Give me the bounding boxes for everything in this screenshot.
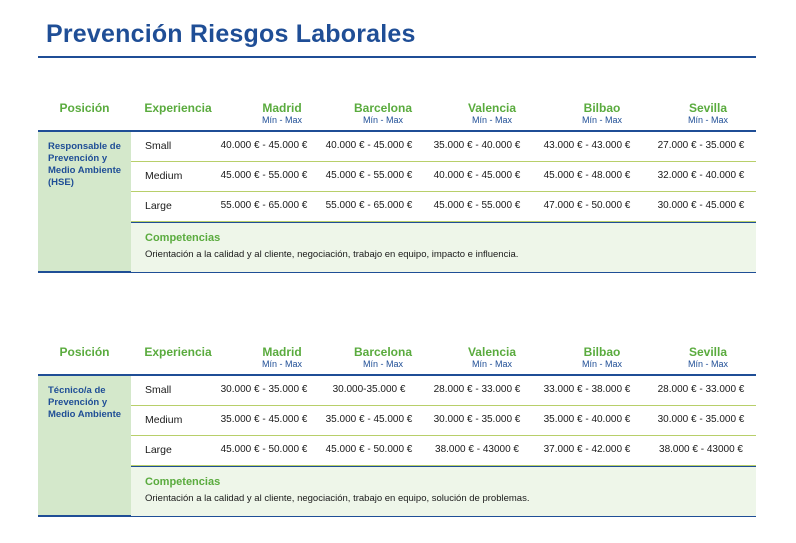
header-city-valencia: [440, 345, 544, 370]
range-label: Mín - Max: [362, 359, 403, 369]
competencias-title: Competencias: [145, 476, 221, 488]
range-label: Mín - Max: [581, 115, 622, 125]
salary-valencia: 40.000 € - 45.000 €: [433, 170, 521, 181]
experience-level: Large: [145, 200, 172, 212]
city-name: Madrid: [262, 101, 302, 115]
salary-barcelona: 30.000-35.000 €: [332, 384, 406, 395]
header-city-madrid: [230, 345, 334, 370]
title-divider: [38, 56, 756, 58]
header-experience: Experiencia: [144, 101, 212, 115]
city-name: Valencia: [467, 101, 517, 115]
city-name: Sevilla: [688, 101, 728, 115]
salary-sevilla: 38.000 € - 43000 €: [659, 444, 743, 455]
position-cell: [38, 376, 131, 515]
salary-madrid: 45.000 € - 50.000 €: [220, 444, 308, 455]
header-city-bilbao: [550, 101, 654, 126]
table-header: [38, 100, 756, 132]
salary-valencia: 35.000 € - 40.000 €: [433, 140, 521, 151]
header-city-barcelona: [331, 345, 435, 370]
city-name: Valencia: [467, 345, 517, 359]
range-label: Mín - Max: [581, 359, 622, 369]
salary-bilbao: 45.000 € - 48.000 €: [543, 170, 631, 181]
salary-valencia: 28.000 € - 33.000 €: [433, 384, 521, 395]
salary-bilbao: 43.000 € - 43.000 €: [543, 140, 631, 151]
city-name: Bilbao: [583, 101, 621, 115]
salary-valencia: 45.000 € - 55.000 €: [433, 200, 521, 211]
range-label: Mín - Max: [471, 115, 512, 125]
table-row: [131, 132, 756, 162]
salary-sevilla: 28.000 € - 33.000 €: [657, 384, 745, 395]
experience-level: Small: [145, 140, 172, 152]
salary-madrid: 45.000 € - 55.000 €: [220, 170, 308, 181]
salary-bilbao: 35.000 € - 40.000 €: [543, 414, 631, 425]
position-label: Responsable de Prevención y Medio Ambiente (HSE): [48, 141, 122, 188]
header-city-bilbao: [550, 345, 654, 370]
range-label: Mín - Max: [261, 359, 302, 369]
city-name: Barcelona: [353, 345, 413, 359]
salary-madrid: 40.000 € - 45.000 €: [220, 140, 308, 151]
competencias-text: Orientación a la calidad y al cliente, negociación, trabajo en equipo, impacto e influencia.: [145, 249, 519, 260]
range-label: Mín - Max: [261, 115, 302, 125]
header-position: Posición: [59, 345, 110, 359]
salary-sevilla: 30.000 € - 45.000 €: [657, 200, 745, 211]
experience-level: Medium: [145, 414, 183, 426]
table-row: [131, 192, 756, 222]
salary-barcelona: 40.000 € - 45.000 €: [325, 140, 413, 151]
salary-table-responsable: [38, 100, 756, 273]
salary-sevilla: 32.000 € - 40.000 €: [657, 170, 745, 181]
range-label: Mín - Max: [687, 115, 728, 125]
table-header: [38, 344, 756, 376]
header-experience: Experiencia: [144, 345, 212, 359]
salary-sevilla: 27.000 € - 35.000 €: [657, 140, 745, 151]
header-city-sevilla: [656, 101, 760, 126]
salary-valencia: 30.000 € - 35.000 €: [433, 414, 521, 425]
salary-valencia: 38.000 € - 43000 €: [435, 444, 519, 455]
header-city-madrid: [230, 101, 334, 126]
salary-barcelona: 55.000 € - 65.000 €: [325, 200, 413, 211]
header-city-valencia: [440, 101, 544, 126]
position-label: Técnico/a de Prevención y Medio Ambiente: [48, 385, 122, 420]
header-city-sevilla: [656, 345, 760, 370]
competencias-box: [131, 222, 756, 272]
header-position: Posición: [59, 101, 110, 115]
page-title: Prevención Riesgos Laborales: [46, 20, 416, 48]
city-name: Barcelona: [353, 101, 413, 115]
salary-madrid: 30.000 € - 35.000 €: [220, 384, 308, 395]
salary-madrid: 55.000 € - 65.000 €: [220, 200, 308, 211]
salary-sevilla: 30.000 € - 35.000 €: [657, 414, 745, 425]
table-row: [131, 376, 756, 406]
header-city-barcelona: [331, 101, 435, 126]
salary-barcelona: 45.000 € - 55.000 €: [325, 170, 413, 181]
city-name: Bilbao: [583, 345, 621, 359]
range-label: Mín - Max: [687, 359, 728, 369]
salary-bilbao: 33.000 € - 38.000 €: [543, 384, 631, 395]
range-label: Mín - Max: [471, 359, 512, 369]
table-row: [131, 162, 756, 192]
salary-table-tecnico: [38, 344, 756, 517]
range-label: Mín - Max: [362, 115, 403, 125]
salary-barcelona: 45.000 € - 50.000 €: [325, 444, 413, 455]
competencias-title: Competencias: [145, 232, 221, 244]
table-body: [38, 376, 756, 517]
experience-level: Small: [145, 384, 172, 396]
salary-bilbao: 47.000 € - 50.000 €: [543, 200, 631, 211]
salary-madrid: 35.000 € - 45.000 €: [220, 414, 308, 425]
experience-level: Medium: [145, 170, 183, 182]
competencias-text: Orientación a la calidad y al cliente, negociación, trabajo en equipo, solución de problemas.: [145, 493, 530, 504]
experience-level: Large: [145, 444, 172, 456]
table-row: [131, 436, 756, 466]
salary-barcelona: 35.000 € - 45.000 €: [325, 414, 413, 425]
competencias-box: [131, 466, 756, 516]
position-cell: [38, 132, 131, 271]
city-name: Madrid: [262, 345, 302, 359]
table-row: [131, 406, 756, 436]
table-body: [38, 132, 756, 273]
city-name: Sevilla: [688, 345, 728, 359]
salary-bilbao: 37.000 € - 42.000 €: [543, 444, 631, 455]
